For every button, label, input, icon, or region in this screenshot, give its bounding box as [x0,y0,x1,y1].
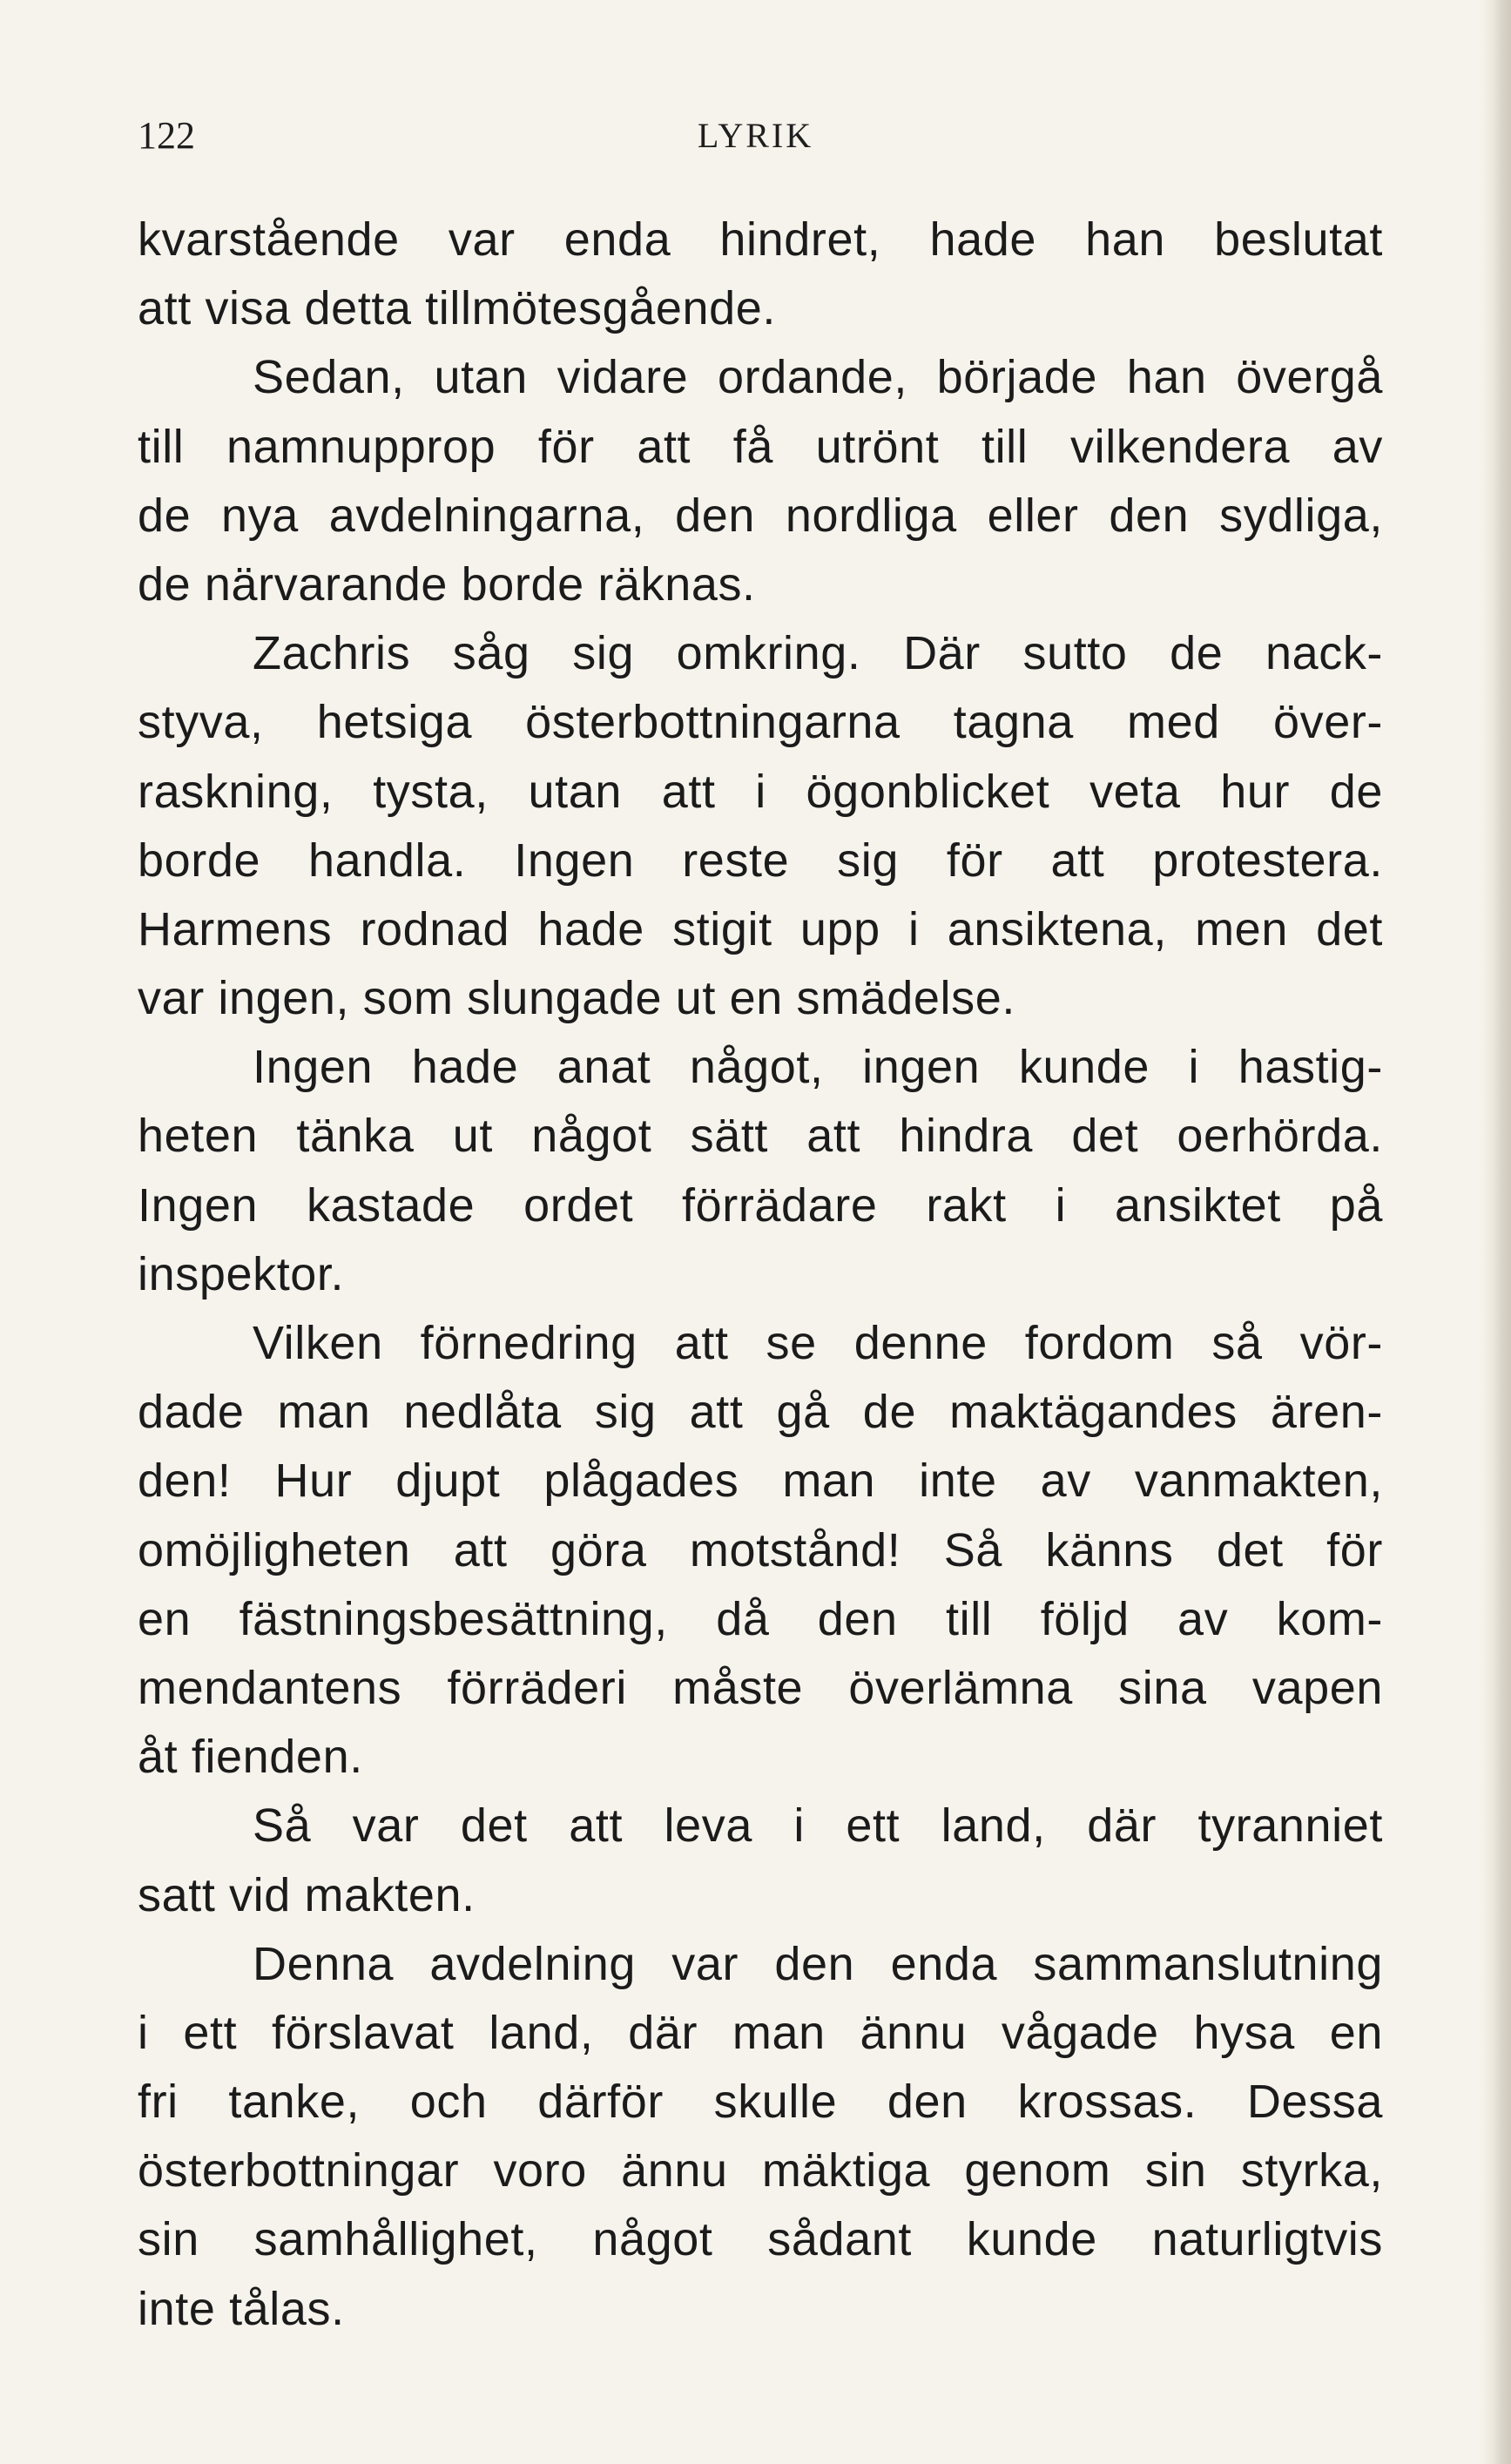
text-line: styva, hetsiga österbottningarna tagna med över- [138,696,1383,749]
text-line: inte tålas. [138,2282,345,2335]
text-line: Sedan, utan vidare ordande, började han övergå [253,351,1383,404]
text-line: att visa detta tillmötesgående. [138,282,777,335]
text-line: sin samhållighet, något sådant kunde naturligtvis [138,2213,1383,2266]
paragraph [138,1930,1383,2344]
page-edge-shadow [1481,0,1511,2464]
text-line: Ingen hade anat något, ingen kunde i hastig- [253,1041,1383,1094]
text-line: raskning, tysta, utan att i ögonblicket veta hur de [138,765,1383,818]
paragraph [138,343,1383,619]
text-line: heten tänka ut något sätt att hindra det oerhörda. [138,1110,1383,1163]
page-number: 122 [138,114,195,157]
paragraph [138,1309,1383,1792]
text-line: den! Hur djupt plågades man inte av vanmakten, [138,1455,1383,1508]
text-line: de nya avdelningarna, den nordliga eller den sydliga, [138,489,1383,542]
text-line: satt vid makten. [138,1868,476,1921]
body-text [138,206,1383,2344]
paragraph [138,206,1383,343]
text-line: omöjligheten att göra motstånd! Så känns det för [138,1523,1383,1576]
text-line: kvarstående var enda hindret, hade han beslutat [138,213,1383,266]
text-line: borde handla. Ingen reste sig för att protestera. [138,834,1383,887]
text-line: Harmens rodnad hade stigit upp i ansiktena, men det [138,902,1383,955]
paragraph [138,1033,1383,1309]
text-line: en fästningsbesättning, då den till följd av kom- [138,1592,1383,1645]
text-line: de närvarande borde räknas. [138,557,756,611]
text-line: Ingen kastade ordet förrädare rakt i ansiktet på [138,1178,1383,1232]
text-line: fri tanke, och därför skulle den krossas. Dessa [138,2076,1383,2129]
text-line: Vilken förnedring att se denne fordom så vör- [253,1317,1383,1369]
text-line: inspektor. [138,1247,345,1300]
text-line: åt fienden. [138,1731,363,1784]
paragraph [138,1792,1383,1929]
text-line: i ett förslavat land, där man ännu vågade hysa en [138,2006,1383,2059]
text-line: Zachris såg sig omkring. Där sutto de nack- [253,627,1383,680]
text-line: dade man nedlåta sig att gå de maktägandes ären- [138,1386,1383,1439]
paragraph [138,619,1383,1033]
text-line: mendantens förräderi måste överlämna sina vapen [138,1661,1383,1714]
running-title: LYRIK [697,116,814,155]
text-line: till namnupprop för att få utrönt till vilkendera av [138,420,1383,473]
text-line: Denna avdelning var den enda sammanslutning [253,1937,1383,1990]
text-line: var ingen, som slungade ut en smädelse. [138,972,1015,1025]
text-line: österbottningar voro ännu mäktiga genom sin styrka, [138,2144,1383,2197]
text-line: Så var det att leva i ett land, där tyranniet [253,1799,1383,1853]
